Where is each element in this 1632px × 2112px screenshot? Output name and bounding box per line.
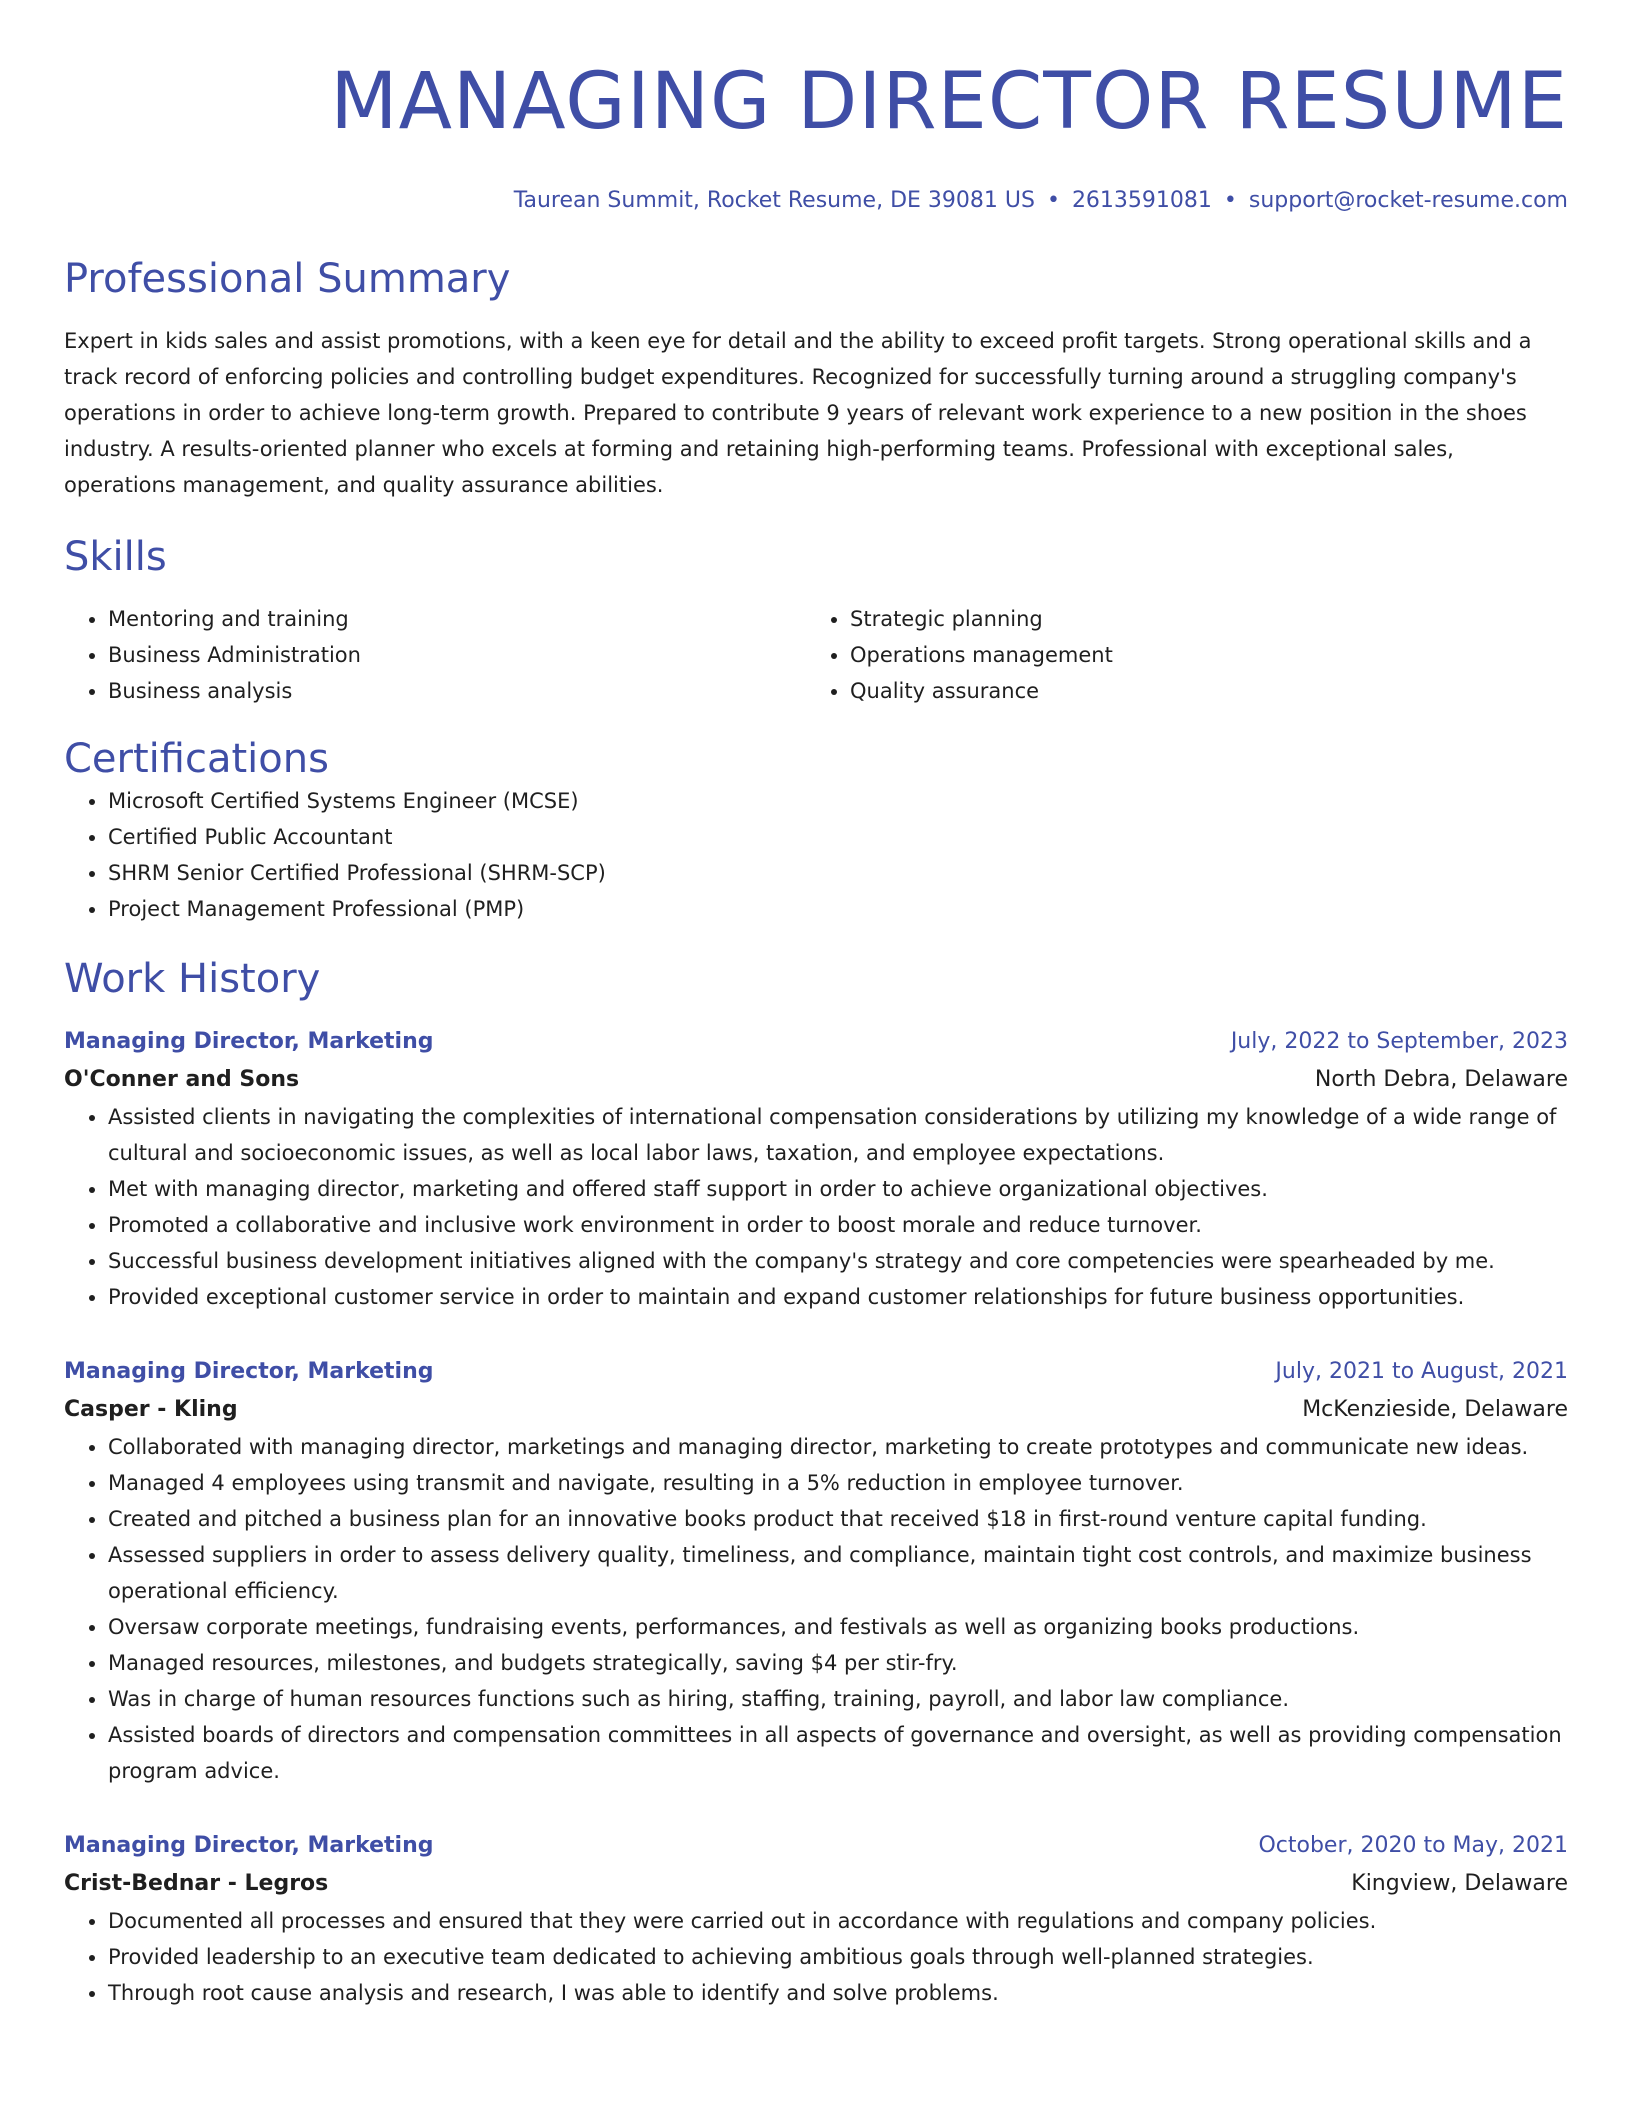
- job-bullet: • Provided leadership to an executive team dedicated to achieving ambitious goals through well-planned strategies.: [108, 1939, 1568, 1975]
- job-bullet: • Created and pitched a business plan for an innovative books product that received $18 in first-round venture capital funding.: [108, 1501, 1568, 1537]
- job-company-row: [64, 1391, 1568, 1429]
- job-location: Kingview, Delaware: [1351, 1871, 1568, 1896]
- job-location: McKenzieside, Delaware: [1302, 1397, 1568, 1422]
- job-bullet: • Provided exceptional customer service in order to maintain and expand customer relationships for future business opportunities.: [108, 1279, 1568, 1315]
- job-bullet: • Met with managing director, marketing and offered staff support in order to achieve organizational objectives.: [108, 1171, 1568, 1207]
- job-bullet: • Managed 4 employees using transmit and navigate, resulting in a 5% reduction in employee turnover.: [108, 1465, 1568, 1501]
- job-company: Crist-Bednar - Legros: [64, 1871, 329, 1896]
- certifications-list: [64, 783, 1568, 927]
- job-company-row: [64, 1061, 1568, 1099]
- contact-email: support@rocket-resume.com: [1248, 188, 1568, 213]
- job-bullets: [64, 1903, 1568, 2011]
- skills-list-right: [806, 601, 1568, 709]
- job-dates: July, 2022 to September, 2023: [1230, 1029, 1568, 1054]
- skill-item: • Quality assurance: [850, 673, 1568, 709]
- job-title: Managing Director, Marketing: [64, 1833, 434, 1858]
- contact-separator: •: [1046, 188, 1060, 213]
- summary-text: Expert in kids sales and assist promotions, with a keen eye for detail and the ability to exceed profit targets. Strong operational skills and a track record of enforcing policies and controlling budget expenditures. Recognized for successfully turning around a struggling company's operations in order to achieve long-term growth. Prepared to contribute 9 years of relevant work experience to a new position in the shoes industry. A results-oriented planner who excels at forming and retaining high-performing teams. Professional with exceptional sales, operations management, and quality assurance abilities.: [64, 329, 1532, 497]
- job-bullet: • Documented all processes and ensured that they were carried out in accordance with regulations and company policies.: [108, 1903, 1568, 1939]
- certification-item: • SHRM Senior Certified Professional (SHRM-SCP): [108, 855, 1568, 891]
- job-bullet: • Was in charge of human resources functions such as hiring, staffing, training, payroll, and labor law compliance.: [108, 1681, 1568, 1717]
- contact-line: [64, 188, 1568, 213]
- contact-phone: 2613591081: [1071, 188, 1212, 213]
- job-bullet: • Promoted a collaborative and inclusive work environment in order to boost morale and reduce turnover.: [108, 1207, 1568, 1243]
- job-dates: October, 2020 to May, 2021: [1258, 1833, 1568, 1858]
- job-location: North Debra, Delaware: [1314, 1067, 1568, 1092]
- skill-item: • Strategic planning: [850, 601, 1568, 637]
- certification-item: • Project Management Professional (PMP): [108, 891, 1568, 927]
- skills-list-left: [64, 601, 806, 709]
- job-bullet: • Assessed suppliers in order to assess delivery quality, timeliness, and compliance, maintain tight cost controls, and maximize business operational efficiency.: [108, 1537, 1568, 1609]
- certification-item: • Microsoft Certified Systems Engineer (MCSE): [108, 783, 1568, 819]
- job-entry: [64, 1353, 1568, 1789]
- skill-item: • Mentoring and training: [108, 601, 806, 637]
- job-bullet: • Successful business development initiatives aligned with the company's strategy and core competencies were spearheaded by me.: [108, 1243, 1568, 1279]
- job-bullet: • Assisted clients in navigating the complexities of international compensation considerations by utilizing my knowledge of a wide range of cultural and socioeconomic issues, as well as local labor laws, taxation, and employee expectations.: [108, 1099, 1568, 1171]
- resume-title: MANAGING DIRECTOR RESUME: [330, 57, 1568, 147]
- job-entry: [64, 1023, 1568, 1315]
- contact-address: Taurean Summit, Rocket Resume, DE 39081 US: [513, 188, 1035, 213]
- job-bullet: • Collaborated with managing director, marketings and managing director, marketing to create prototypes and communicate new ideas.: [108, 1429, 1568, 1465]
- job-bullet: • Oversaw corporate meetings, fundraising events, performances, and festivals as well as organizing books productions.: [108, 1609, 1568, 1645]
- certification-item: • Certified Public Accountant: [108, 819, 1568, 855]
- skill-item: • Operations management: [850, 637, 1568, 673]
- job-bullets: [64, 1429, 1568, 1789]
- job-title: Managing Director, Marketing: [64, 1359, 434, 1384]
- skills-grid: [64, 601, 1568, 709]
- job-bullet: • Assisted boards of directors and compensation committees in all aspects of governance and oversight, as well as providing compensation program advice.: [108, 1717, 1568, 1789]
- contact-separator: •: [1223, 188, 1237, 213]
- work-history-heading: Work History: [64, 956, 321, 1002]
- skill-item: • Business Administration: [108, 637, 806, 673]
- summary-heading: Professional Summary: [64, 256, 511, 302]
- job-header-row: [64, 1023, 1568, 1061]
- job-title: Managing Director, Marketing: [64, 1029, 434, 1054]
- job-company-row: [64, 1865, 1568, 1903]
- job-entry: [64, 1827, 1568, 2011]
- job-company: O'Conner and Sons: [64, 1067, 300, 1092]
- job-bullet: • Managed resources, milestones, and budgets strategically, saving $4 per stir-fry.: [108, 1645, 1568, 1681]
- job-header-row: [64, 1353, 1568, 1391]
- skills-heading: Skills: [64, 534, 167, 580]
- job-bullets: [64, 1099, 1568, 1315]
- job-header-row: [64, 1827, 1568, 1865]
- certifications-heading: Certifications: [64, 736, 329, 782]
- job-company: Casper - Kling: [64, 1397, 238, 1422]
- job-dates: July, 2021 to August, 2021: [1275, 1359, 1568, 1384]
- skill-item: • Business analysis: [108, 673, 806, 709]
- job-bullet: • Through root cause analysis and research, I was able to identify and solve problems.: [108, 1975, 1568, 2011]
